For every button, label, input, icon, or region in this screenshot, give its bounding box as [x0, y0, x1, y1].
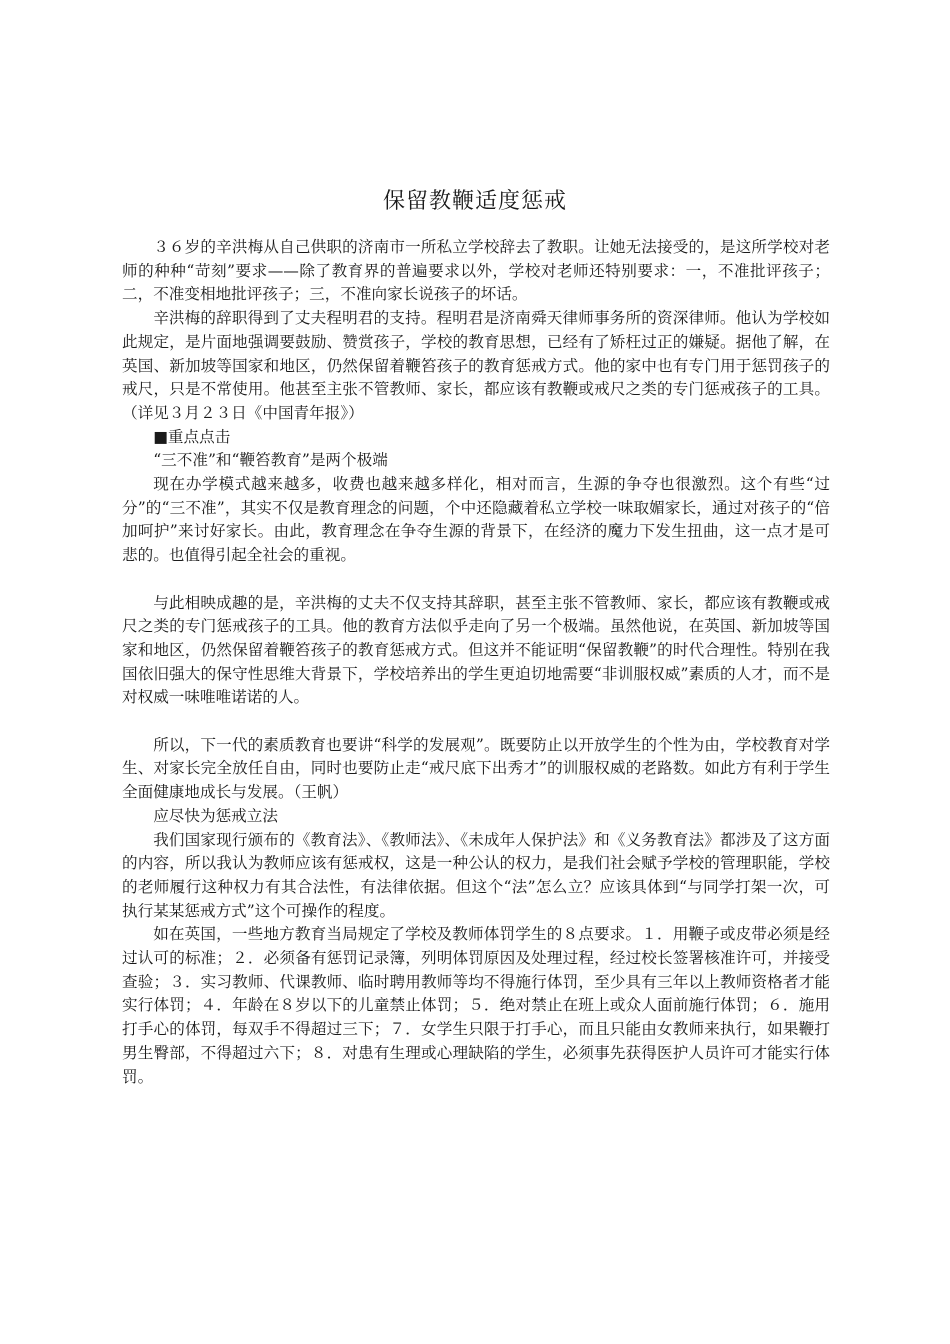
document-title: 保留教鞭适度惩戒	[382, 189, 567, 214]
document-body	[122, 236, 830, 1089]
blank-line	[122, 710, 830, 734]
paragraph: 辛洪梅的辞职得到了丈夫程明君的支持。程明君是济南舜天律师事务所的资深律师。他认为学校如此规定，是片面地强调要鼓励、赞赏孩子，学校的教育思想，已经有了矫枉过正的嫌疑。据他了解，在英国、新加坡等国家和地区，仍然保留着鞭笞孩子的教育惩戒方式。他的家中也有专门用于惩罚孩子的戒尺，只是不常使用。他甚至主张不管教师、家长，都应该有教鞭或戒尺之类的专门惩戒孩子的工具。（详见３月２３日《中国青年报》）	[122, 309, 830, 422]
paragraph: 与此相映成趣的是，辛洪梅的丈夫不仅支持其辞职，甚至主张不管教师、家长，都应该有教鞭或戒尺之类的专门惩戒孩子的工具。他的教育方法似乎走向了另一个极端。虽然他说，在英国、新加坡等国家和地区，仍然保留着鞭笞孩子的教育惩戒方式。但这并不能证明“保留教鞭”的时代合理性。特别在我国依旧强大的保守性思维大背景下，学校培养出的学生更迫切地需要“非训服权威”素质的人才，而不是对权威一味唯唯诺诺的人。	[122, 593, 830, 707]
paragraph: 如在英国，一些地方教育当局规定了学校及教师体罚学生的８点要求。１．用鞭子或皮带必须是经过认可的标准；２．必须备有惩罚记录簿，列明体罚原因及处理过程，经过校长签署核准许可，并接受查验；３．实习教师、代课教师、临时聘用教师等均不得施行体罚，至少具有三年以上教师资格者才能实行体罚；４．年龄在８岁以下的儿童禁止体罚；５．绝对禁止在班上或众人面前施行体罚；６．施用打手心的体罚，每双手不得超过三下；７．女学生只限于打手心，而且只能由女教师来执行，如果鞭打男生臀部，不得超过六下；８．对患有生理或心理缺陷的学生，必须事先获得医护人员许可才能实行体罚。	[122, 925, 830, 1086]
section-heading: “三不准”和“鞭笞教育”是两个极端	[153, 451, 388, 470]
section-marker: ■重点点击	[153, 427, 231, 446]
paragraph: 我们国家现行颁布的《教育法》、《教师法》、《未成年人保护法》和《义务教育法》都涉及了这方面的内容，所以我认为教师应该有惩戒权，这是一种公认的权力，是我们社会赋予学校的管理职能，学校的老师履行这种权力有其合法性，有法律依据。但这个“法”怎么立？应该具体到“与同学打架一次，可执行某某惩戒方式”这个可操作的程度。	[122, 830, 830, 920]
paragraph: 现在办学模式越来越多，收费也越来越多样化，相对而言，生源的争夺也很激烈。这个有些“过分”的“三不准”，其实不仅是教育理念的问题，个中还隐藏着私立学校一味取媚家长，通过对孩子的“倍加呵护”来讨好家长。由此，教育理念在争夺生源的背景下，在经济的魔力下发生扭曲，这一点才是可悲的。也值得引起全社会的重视。	[122, 475, 830, 565]
blank-line	[122, 568, 830, 592]
paragraph: ３６岁的辛洪梅从自己供职的济南市一所私立学校辞去了教职。让她无法接受的，是这所学校对老师的种种“苛刻”要求——除了教育界的普遍要求以外，学校对老师还特别要求：一，不准批评孩子；二，不准变相地批评孩子；三，不准向家长说孩子的坏话。	[122, 238, 830, 304]
paragraph: 所以，下一代的素质教育也要讲“科学的发展观”。既要防止以开放学生的个性为由，学校教育对学生、对家长完全放任自由，同时也要防止走“戒尺底下出秀才”的训服权威的老路数。如此方有利于学生全面健康地成长与发展。（王帆）	[122, 735, 830, 802]
section-heading: 应尽快为惩戒立法	[153, 806, 278, 825]
